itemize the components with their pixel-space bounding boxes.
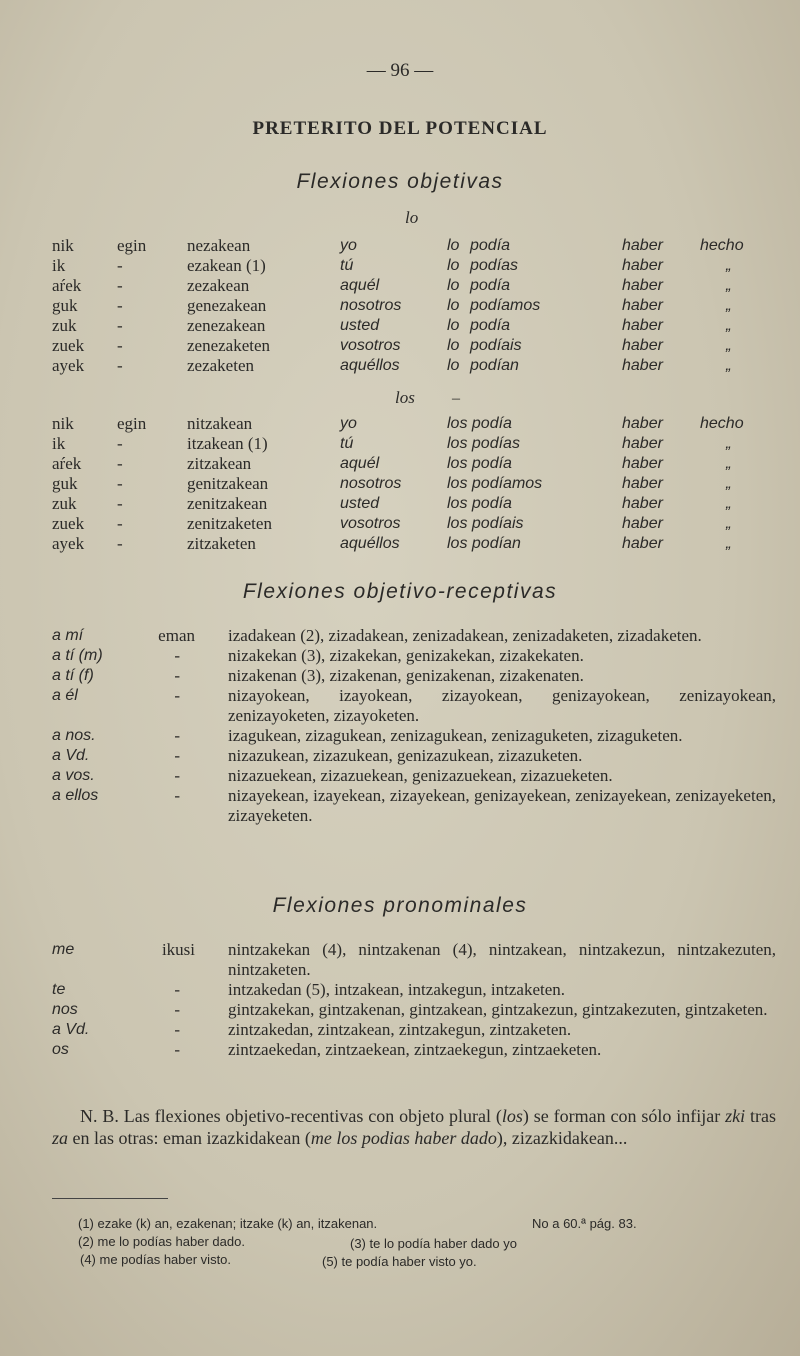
- cell-participle: „: [726, 317, 732, 334]
- entry-verb: -: [174, 746, 180, 765]
- table-row: [0, 296, 800, 316]
- entry-label: a vos.: [52, 767, 95, 784]
- cell-spanish-verb: podía: [470, 317, 511, 334]
- table-row: [0, 434, 800, 454]
- nb-text: tras: [745, 1106, 776, 1126]
- cell-spanish-subject: yo: [340, 415, 357, 432]
- entry-text: nizayokean, izayokean, zizayokean, genizayokean, zenizayokean, zenizayoketen, zizayoketen.: [228, 686, 776, 725]
- nb-text: ) se forman con sólo infijar: [522, 1106, 726, 1126]
- cell-object: lo: [447, 237, 460, 254]
- entry-verb: -: [174, 786, 180, 805]
- nb-text: ), zizazkidakean...: [496, 1128, 628, 1148]
- table-row: [0, 454, 800, 474]
- cell-flexion: zenezakean: [187, 316, 266, 335]
- cell-object: los podía: [447, 455, 512, 472]
- cell-participle: „: [726, 357, 732, 374]
- table-row: [0, 336, 800, 356]
- cell-pronoun: zuk: [52, 316, 77, 335]
- cell-haber: haber: [622, 475, 663, 492]
- cell-spanish-subject: aquél: [340, 455, 380, 472]
- cell-object: los podías: [447, 435, 520, 452]
- cell-flexion: zenezaketen: [187, 336, 271, 355]
- nb-italic: los: [501, 1106, 523, 1126]
- cell-verb: -: [117, 296, 123, 315]
- cell-flexion: zenitzakean: [187, 494, 268, 513]
- section-heading-receptivas: Flexiones objetivo-receptivas: [242, 580, 558, 603]
- cell-spanish-subject: aquéllos: [340, 535, 400, 552]
- los-label: los: [395, 388, 415, 407]
- entry-label: a tí (m): [52, 647, 103, 664]
- cell-spanish-subject: aquél: [340, 277, 380, 294]
- entry-label: a ellos: [52, 787, 99, 804]
- list-item: [0, 686, 800, 726]
- table-row: [0, 474, 800, 494]
- cell-spanish-subject: tú: [340, 435, 354, 452]
- list-item: [0, 746, 800, 766]
- list-item: [0, 940, 800, 980]
- entry-label: os: [52, 1041, 69, 1058]
- entry-label: a nos.: [52, 727, 96, 744]
- cell-spanish-subject: nosotros: [340, 475, 402, 492]
- entry-verb: ikusi: [161, 940, 195, 959]
- entry-text: zintzakedan, zintzakean, zintzakegun, zintzaketen.: [228, 1020, 572, 1039]
- nota-bene: [52, 1105, 776, 1149]
- cell-flexion: zezaketen: [187, 356, 254, 375]
- cell-participle: „: [726, 515, 732, 532]
- footnote-divider: [52, 1198, 168, 1199]
- table-row: [0, 316, 800, 336]
- cell-participle: hecho: [700, 415, 744, 432]
- table-row: [0, 256, 800, 276]
- list-item: [0, 1020, 800, 1040]
- entry-text: izadakean (2), zizadakean, zenizadakean, zenizadaketen, zizadaketen.: [228, 626, 702, 645]
- entry-verb: -: [174, 766, 180, 785]
- cell-object: los podíais: [447, 515, 524, 532]
- cell-verb: -: [117, 276, 123, 295]
- entry-verb: -: [174, 686, 180, 705]
- list-item: [0, 980, 800, 1000]
- entry-verb: -: [174, 1000, 180, 1019]
- cell-object: lo: [447, 277, 460, 294]
- nb-italic: me los podias haber dado: [310, 1128, 497, 1148]
- section-heading-objetivas: Flexiones objetivas: [296, 170, 504, 193]
- cell-haber: haber: [622, 515, 663, 532]
- cell-verb: -: [117, 256, 123, 275]
- cell-participle: hecho: [700, 237, 744, 254]
- cell-spanish-subject: vosotros: [340, 337, 401, 354]
- cell-object: los podía: [447, 415, 512, 432]
- cell-verb: -: [117, 474, 123, 493]
- cell-flexion: nitzakean: [187, 414, 253, 433]
- list-item: [0, 666, 800, 686]
- cell-pronoun: ayek: [52, 356, 85, 375]
- cell-pronoun: zuk: [52, 494, 77, 513]
- cell-haber: haber: [622, 535, 663, 552]
- cell-haber: haber: [622, 277, 663, 294]
- footnote-1: (1) ezake (k) an, ezakenan; itzake (k) an, itzakenan.: [78, 1216, 378, 1231]
- cell-participle: „: [726, 337, 732, 354]
- cell-verb: -: [117, 534, 123, 553]
- cell-pronoun: nik: [52, 236, 74, 255]
- entry-label: a Vd.: [52, 1021, 90, 1038]
- table-row: [0, 534, 800, 554]
- cell-pronoun: guk: [52, 474, 78, 493]
- cell-haber: haber: [622, 257, 663, 274]
- nb-italic: za: [52, 1128, 69, 1148]
- entry-text: nizazuekean, zizazuekean, genizazuekean, zizazueketen.: [228, 766, 613, 785]
- cell-verb: -: [117, 336, 123, 355]
- list-item: [0, 726, 800, 746]
- list-item: [0, 646, 800, 666]
- entry-verb: -: [174, 1040, 180, 1059]
- cell-pronoun: zuek: [52, 336, 85, 355]
- cell-pronoun: zuek: [52, 514, 85, 533]
- cell-haber: haber: [622, 455, 663, 472]
- entry-label: a tí (f): [52, 667, 94, 684]
- cell-spanish-subject: nosotros: [340, 297, 402, 314]
- nb-text: N. B. Las flexiones objetivo-recentivas con objeto plural (: [80, 1106, 502, 1126]
- cell-verb: -: [117, 316, 123, 335]
- entry-label: a mí: [52, 627, 84, 644]
- cell-haber: haber: [622, 495, 663, 512]
- cell-spanish-subject: usted: [340, 317, 380, 334]
- cell-pronoun: ik: [52, 256, 66, 275]
- entry-text: intzakedan (5), intzakean, intzakegun, intzaketen.: [228, 980, 566, 999]
- cell-object: los podía: [447, 495, 512, 512]
- table-row: [0, 356, 800, 376]
- cell-haber: haber: [622, 337, 663, 354]
- cell-participle: „: [726, 297, 732, 314]
- entry-verb: -: [174, 1020, 180, 1039]
- list-item: [0, 766, 800, 786]
- cell-flexion: genitzakean: [187, 474, 269, 493]
- cell-verb: -: [117, 356, 123, 375]
- footnote-4: (4) me podías haber visto.: [80, 1252, 232, 1267]
- nb-text: en las otras: eman izazkidakean (: [68, 1128, 311, 1148]
- cell-verb: egin: [117, 414, 147, 433]
- table-row: [0, 514, 800, 534]
- entry-verb: -: [174, 666, 180, 685]
- entry-text: izagukean, zizagukean, zenizagukean, zenizaguketen, zizaguketen.: [228, 726, 683, 745]
- cell-object: lo: [447, 337, 460, 354]
- cell-spanish-subject: usted: [340, 495, 380, 512]
- table-row: [0, 236, 800, 256]
- cell-verb: egin: [117, 236, 147, 255]
- section-heading-pronominales: Flexiones pronominales: [272, 894, 528, 917]
- entry-text: nizayekean, izayekean, zizayekean, genizayekean, zenizayekean, zenizayeketen, zizayeketen.: [228, 786, 776, 825]
- list-item: [0, 1040, 800, 1060]
- cell-pronoun: ik: [52, 434, 66, 453]
- cell-object: lo: [447, 357, 460, 374]
- page-number: — 96 —: [366, 60, 434, 81]
- cell-flexion: itzakean (1): [187, 434, 268, 453]
- cell-pronoun: aŕek: [52, 454, 82, 473]
- cell-object: lo: [447, 257, 460, 274]
- cell-flexion: ezakean (1): [187, 256, 266, 275]
- los-dash: –: [452, 390, 460, 407]
- cell-flexion: genezakean: [187, 296, 267, 315]
- entry-label: me: [52, 941, 75, 958]
- cell-spanish-subject: yo: [340, 237, 357, 254]
- entry-label: nos: [52, 1001, 78, 1018]
- list-item: [0, 626, 800, 646]
- cell-participle: „: [726, 495, 732, 512]
- cell-verb: -: [117, 454, 123, 473]
- cell-flexion: nezakean: [187, 236, 251, 255]
- entry-label: a él: [52, 687, 78, 704]
- cell-haber: haber: [622, 297, 663, 314]
- cell-flexion: zezakean: [187, 276, 250, 295]
- cell-participle: „: [726, 535, 732, 552]
- cell-participle: „: [726, 475, 732, 492]
- cell-flexion: zitzaketen: [187, 534, 256, 553]
- cell-haber: haber: [622, 237, 663, 254]
- entry-text: zintzaekedan, zintzaekean, zintzaekegun, zintzaeketen.: [228, 1040, 602, 1059]
- cell-spanish-subject: tú: [340, 257, 354, 274]
- entry-text: nizakekan (3), zizakekan, genizakekan, zizakekaten.: [228, 646, 584, 665]
- entry-text: gintzakekan, gintzakenan, gintzakean, gintzakezun, gintzakezuten, gintzaketen.: [228, 1000, 768, 1019]
- list-item: [0, 1000, 800, 1020]
- cell-haber: haber: [622, 317, 663, 334]
- cell-object: los podían: [447, 535, 521, 552]
- cell-haber: haber: [622, 415, 663, 432]
- cell-haber: haber: [622, 357, 663, 374]
- page-title: PRETERITO DEL POTENCIAL: [252, 118, 548, 139]
- cell-participle: „: [726, 257, 732, 274]
- entry-text: nizakenan (3), zizakenan, genizakenan, zizakenaten.: [228, 666, 584, 685]
- entry-text: nizazukean, zizazukean, genizazukean, zizazuketen.: [228, 746, 583, 765]
- cell-participle: „: [726, 435, 732, 452]
- footnote-1-ref: No a 60.ª pág. 83.: [532, 1216, 637, 1231]
- cell-object: lo: [447, 297, 460, 314]
- cell-spanish-verb: podías: [470, 257, 519, 274]
- cell-spanish-verb: podían: [470, 357, 519, 374]
- cell-pronoun: aŕek: [52, 276, 82, 295]
- footnote-3: (3) te lo podía haber dado yo: [350, 1236, 517, 1251]
- cell-spanish-subject: aquéllos: [340, 357, 400, 374]
- entry-text: nintzakekan (4), nintzakenan (4), nintzakean, nintzakezun, nintzakezuten, nintzaketen.: [228, 940, 776, 979]
- cell-participle: „: [726, 277, 732, 294]
- lo-label: lo: [405, 208, 419, 227]
- cell-pronoun: nik: [52, 414, 74, 433]
- entry-verb: eman: [158, 626, 195, 645]
- cell-participle: „: [726, 455, 732, 472]
- entry-label: te: [52, 981, 66, 998]
- entry-verb: -: [174, 726, 180, 745]
- table-row: [0, 494, 800, 514]
- cell-verb: -: [117, 494, 123, 513]
- list-item: [0, 786, 800, 826]
- cell-spanish-verb: podía: [470, 237, 511, 254]
- nb-italic: zki: [725, 1106, 746, 1126]
- cell-flexion: zitzakean: [187, 454, 252, 473]
- table-row: [0, 414, 800, 434]
- cell-object: los podíamos: [447, 475, 543, 492]
- entry-verb: -: [174, 646, 180, 665]
- cell-pronoun: ayek: [52, 534, 85, 553]
- cell-spanish-verb: podíais: [470, 337, 522, 354]
- cell-spanish-subject: vosotros: [340, 515, 401, 532]
- cell-pronoun: guk: [52, 296, 78, 315]
- entry-label: a Vd.: [52, 747, 90, 764]
- cell-flexion: zenitzaketen: [187, 514, 272, 533]
- cell-verb: -: [117, 434, 123, 453]
- cell-spanish-verb: podíamos: [470, 297, 541, 314]
- table-row: [0, 276, 800, 296]
- footnote-5: (5) te podía haber visto yo.: [322, 1254, 477, 1269]
- footnote-2: (2) me lo podías haber dado.: [78, 1234, 245, 1249]
- entry-verb: -: [174, 980, 180, 999]
- cell-haber: haber: [622, 435, 663, 452]
- cell-spanish-verb: podía: [470, 277, 511, 294]
- cell-object: lo: [447, 317, 460, 334]
- cell-verb: -: [117, 514, 123, 533]
